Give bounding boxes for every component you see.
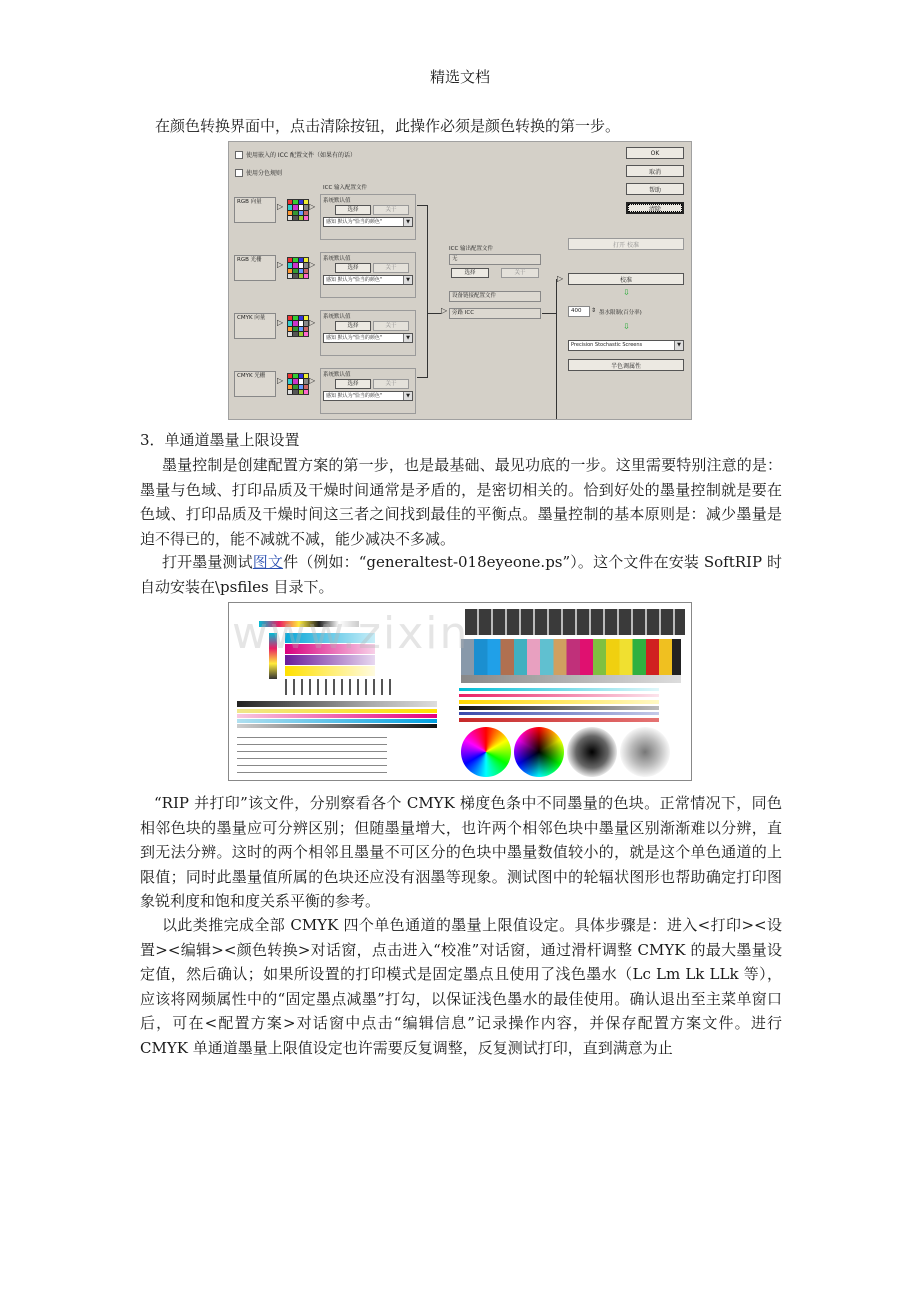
select-button[interactable]: 选择	[335, 321, 371, 331]
paragraph-ink-control: 墨量控制是创建配置方案的第一步，也是最基础、最见功底的一步。这里需要特别注意的是：墨量与色域、打印品质及干燥时间通常是矛盾的，是密切相关的。恰到好处的墨量控制就是要在色域、打印品质及干燥时间这三者之间找到最佳的平衡点。墨量控制的基本原则是：减少墨量是迫不得已的，能不减就不减，能少减决不多减。	[140, 456, 782, 548]
bypass-icc-field[interactable]: 旁路 ICC	[449, 308, 541, 319]
yellow-strip	[237, 709, 437, 713]
arrow-right-icon: ▷	[441, 306, 448, 315]
text-before-link: 打开墨量测试	[162, 553, 253, 571]
ink-limit-input[interactable]: 400	[568, 306, 590, 317]
clear-button[interactable]: 清除	[626, 202, 684, 214]
color-patch-row	[461, 639, 681, 675]
help-button[interactable]: 帮助	[626, 183, 684, 195]
chevron-down-icon[interactable]: ▼	[403, 276, 412, 284]
about-button[interactable]: 关于	[373, 205, 409, 215]
group-title: 系统默认值	[323, 256, 351, 262]
section-heading: 3．单通道墨量上限设置	[140, 431, 300, 449]
paragraph-open-test-file	[140, 550, 782, 599]
output-about-button[interactable]: 关于	[501, 268, 539, 278]
output-select-button[interactable]: 选择	[451, 268, 489, 278]
checkbox-label: 使用嵌入的 ICC 配置文件（如果有的话）	[246, 152, 356, 159]
arrow-down-icon: ⇩	[623, 288, 630, 297]
color-grid-icon	[287, 373, 309, 395]
dark-color-wheel	[514, 727, 564, 777]
calibrate-print-button[interactable]: 打开 校准	[568, 238, 684, 250]
arrow-right-icon: ▷	[277, 260, 284, 269]
chevron-down-icon[interactable]: ▼	[403, 392, 412, 400]
group-title: 系统默认值	[323, 314, 351, 320]
connector-line	[556, 279, 557, 420]
paragraph-text: “RIP 并打印”该文件，分别察看各个 CMYK 梯度色条中不同墨量的色块。正常情况下，同色相邻色块的墨量应可分辨区别；但随墨量增大，也许两个相邻色块中墨量区别渐渐难以分辨，直到无法分辨。这时的两个相邻且墨量不可区分的色块中墨量数值较小的，就是这个单色通道的上限值；同时此墨量值所属的色块还应没有洇墨等现象。测试图中的轮辐状图形也帮助确定打印图象锐利度和饱和度关系平衡的参考。	[140, 794, 782, 910]
rendering-intent-select[interactable]	[323, 391, 413, 401]
select-value: 感知 默认为"恰当的颜色"	[326, 393, 383, 399]
ink-limit-label: 墨水限制(百分率)	[599, 310, 642, 316]
rendering-intent-select[interactable]	[323, 275, 413, 285]
source-rgb-vector: RGB 向量	[234, 197, 276, 223]
color-wheel	[461, 727, 511, 777]
about-button[interactable]: 关于	[373, 379, 409, 389]
arrow-right-icon: ▷	[277, 318, 284, 327]
arrow-right-icon: ▷	[309, 376, 316, 385]
select-value: 感知 默认为"恰当的颜色"	[326, 219, 383, 225]
icc-input-profile-label: ICC 输入配置文件	[323, 185, 368, 191]
chevron-down-icon[interactable]: ▼	[674, 341, 683, 350]
halftone-button[interactable]: 半色调属性	[568, 359, 684, 371]
color-conversion-dialog	[228, 141, 692, 420]
cyan-stripe	[459, 688, 659, 691]
arrow-down-icon: ⇩	[623, 322, 630, 331]
source-cmyk-vector: CMYK 向量	[234, 313, 276, 339]
connector-line	[542, 313, 556, 314]
paragraph-cmyk-steps: 以此类推完成全部 CMYK 四个单色通道的墨量上限值设定。具体步骤是：进入<打印><设置><编辑><颜色转换>对话窗，点击进入“校准”对话窗，通过滑杆调整 CMYK 的最大墨量设定值，然后确认；如果所设置的打印模式是固定墨点且使用了浅色墨水（Lc Lm Lk LLk 等），应该将网频属性中的“固定墨点减墨”打勾，以保证浅色墨水的最佳使用。确认退出至主菜单窗口后，可在<配置方案>对话窗中点击“编辑信息”记录操作内容，并保存配置方案文件。进行 CMYK 单通道墨量上限值设定也许需要反复调整，反复测试打印，直到满意为止	[140, 916, 782, 1057]
source-rgb-raster: RGB 光栅	[234, 255, 276, 281]
watermark: www.zixin	[232, 608, 470, 659]
select-value: 感知 默认为"恰当的颜色"	[326, 335, 383, 341]
screening-select[interactable]	[568, 340, 684, 351]
connector-line	[417, 377, 427, 378]
gray-strip	[237, 701, 437, 707]
source-cmyk-raster: CMYK 光栅	[234, 371, 276, 397]
use-embedded-profile-checkbox[interactable]	[235, 150, 356, 159]
cancel-button[interactable]: 取消	[626, 165, 684, 177]
profile-group-rgb-vector	[320, 194, 416, 240]
blue-stripe	[459, 712, 659, 715]
connector-line	[427, 313, 441, 314]
page-header: 精选文档	[429, 68, 490, 86]
checkbox-box[interactable]	[235, 151, 243, 159]
output-profile-field: 无	[449, 254, 541, 265]
checkbox-box[interactable]	[235, 169, 243, 177]
arrow-right-icon: ▷	[277, 202, 284, 211]
group-title: 系统默认值	[323, 372, 351, 378]
icc-output-profile-label: ICC 输出配置文件	[449, 246, 494, 252]
magenta-stripe	[459, 694, 659, 697]
group-title: 系统默认值	[323, 198, 351, 204]
black-strip	[237, 724, 437, 728]
profile-group-cmyk-raster	[320, 368, 416, 414]
arrow-right-icon: ▷	[309, 260, 316, 269]
yellow-stripe	[459, 700, 659, 704]
select-value: 感知 默认为"恰当的颜色"	[326, 277, 383, 283]
red-stripe	[459, 718, 659, 722]
checkbox-label: 使用分色规则	[246, 170, 283, 177]
yellow-ramp	[285, 666, 375, 676]
document-link[interactable]: 图文	[252, 553, 284, 571]
select-value: Precision Stochastic Screens	[571, 342, 643, 348]
arrow-right-icon: ▷	[309, 318, 316, 327]
info-text-block	[237, 733, 387, 773]
dark-patch-row	[465, 609, 685, 635]
magenta-strip	[237, 714, 437, 718]
paragraph-rip-print	[140, 791, 782, 914]
color-grid-icon	[287, 315, 309, 337]
arrow-right-icon: ▷	[557, 274, 564, 283]
spin-arrows-icon[interactable]: ⇕	[591, 307, 597, 314]
select-button[interactable]: 选择	[335, 205, 371, 215]
ink-dot-rows	[285, 679, 395, 695]
rendering-intent-select[interactable]	[323, 217, 413, 227]
rendering-intent-select[interactable]	[323, 333, 413, 343]
cyan-strip	[237, 719, 437, 723]
use-separation-rule-checkbox[interactable]	[235, 168, 282, 177]
profile-group-rgb-raster	[320, 252, 416, 298]
arrow-right-icon: ▷	[277, 376, 284, 385]
color-grid-icon	[287, 199, 309, 221]
calibrate-button[interactable]: 校准	[568, 273, 684, 285]
gray-patch-row	[461, 675, 681, 683]
about-button[interactable]: 关于	[373, 321, 409, 331]
black-radial-gradient	[567, 727, 617, 777]
gray-radial-gradient	[620, 727, 670, 777]
device-link-profile-field: 设备链接配置文件	[449, 291, 541, 302]
profile-group-cmyk-vector	[320, 310, 416, 356]
color-grid-icon	[287, 257, 309, 279]
chevron-down-icon[interactable]: ▼	[403, 334, 412, 342]
text-after-link: 件（例如：“generaltest-018eyeone.ps”）。这个文件在安装 SoftRIP 时自动安装在\psfiles 目录下。	[140, 553, 782, 596]
select-button[interactable]: 选择	[335, 263, 371, 273]
intro-text: 在颜色转换界面中，点击清除按钮，此操作必须是颜色转换的第一步。	[155, 117, 621, 135]
ok-button[interactable]: OK	[626, 147, 684, 159]
black-stripe	[459, 706, 659, 710]
connector-line	[417, 205, 427, 206]
arrow-right-icon: ▷	[309, 202, 316, 211]
chevron-down-icon[interactable]: ▼	[403, 218, 412, 226]
about-button[interactable]: 关于	[373, 263, 409, 273]
select-button[interactable]: 选择	[335, 379, 371, 389]
connector-line	[427, 205, 428, 378]
